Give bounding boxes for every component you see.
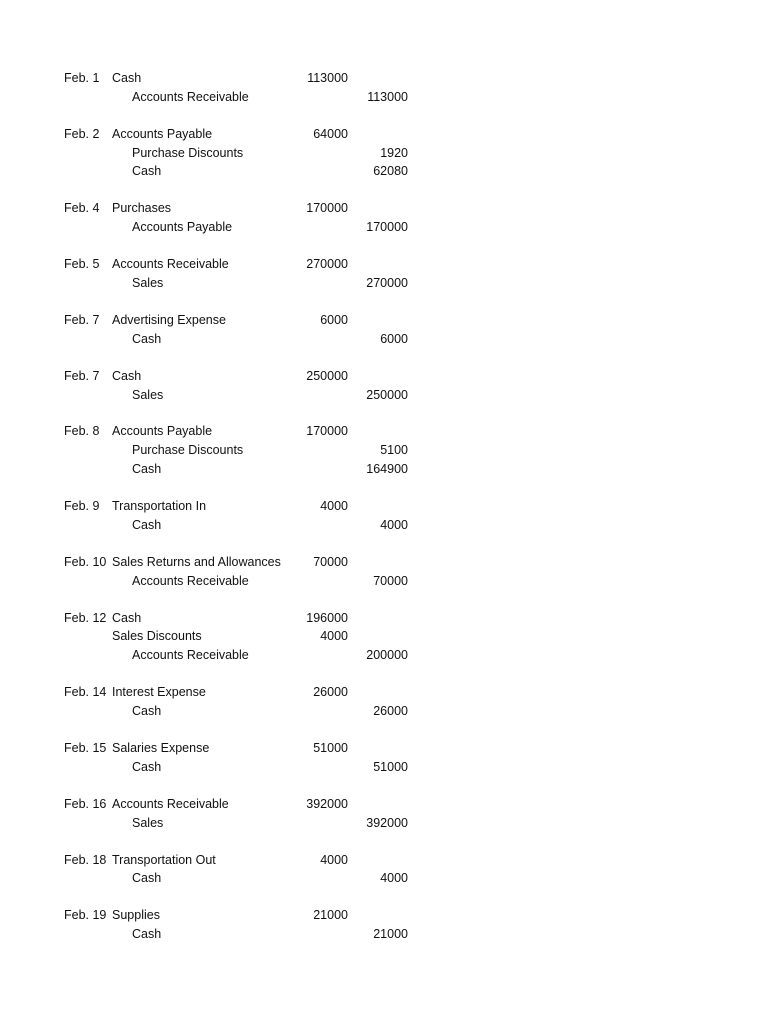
- debit-amount: 170000: [306, 201, 348, 216]
- credit-line: [0, 330, 768, 349]
- entry-date: Feb. 7: [64, 312, 100, 327]
- entry-date: Feb. 19: [64, 908, 107, 923]
- credit-line: [0, 88, 768, 107]
- debit-account: Interest Expense: [112, 685, 206, 700]
- entry-date: Feb. 9: [64, 499, 100, 514]
- entry-date: Feb. 15: [64, 740, 107, 755]
- credit-line: [0, 925, 768, 944]
- debit-account: Cash: [112, 71, 142, 85]
- credit-account: Accounts Receivable: [132, 648, 249, 663]
- debit-line: [0, 199, 768, 218]
- debit-amount: 6000: [320, 312, 348, 327]
- debit-account: Sales Returns and Allowances: [112, 554, 281, 569]
- debit-line: [0, 367, 768, 386]
- entry-date: Feb. 4: [64, 201, 100, 216]
- journal-entry: [0, 125, 768, 181]
- credit-line: [0, 646, 768, 665]
- credit-line: [0, 144, 768, 163]
- debit-amount: 21000: [313, 908, 348, 923]
- credit-amount: 70000: [373, 573, 408, 588]
- debit-line: [0, 69, 768, 88]
- debit-amount: 250000: [306, 368, 348, 383]
- credit-line: [0, 460, 768, 479]
- entry-date: Feb. 8: [64, 424, 100, 439]
- debit-line: [0, 683, 768, 702]
- debit-line: [0, 609, 768, 628]
- credit-line: [0, 758, 768, 777]
- credit-account: Purchase Discounts: [132, 443, 244, 458]
- credit-amount: 392000: [366, 815, 408, 830]
- debit-account: Transportation Out: [112, 852, 216, 867]
- credit-account: Sales: [132, 815, 164, 830]
- entry-date: Feb. 7: [64, 368, 100, 383]
- debit-line: [0, 125, 768, 144]
- credit-amount: 5100: [380, 443, 408, 458]
- debit-line: [0, 311, 768, 330]
- debit-account: Supplies: [112, 908, 160, 923]
- credit-account: Purchase Discounts: [132, 145, 244, 160]
- credit-amount: 26000: [373, 704, 408, 718]
- credit-amount: 4000: [380, 871, 408, 886]
- credit-amount: 51000: [373, 759, 408, 774]
- credit-amount: 164900: [366, 462, 408, 477]
- credit-account: Cash: [132, 927, 162, 942]
- journal-entry: [0, 906, 768, 944]
- credit-amount: 1920: [380, 145, 408, 160]
- entry-date: Feb. 5: [64, 257, 100, 272]
- credit-amount: 6000: [380, 331, 408, 346]
- debit-account: Accounts Payable: [112, 424, 213, 439]
- debit-amount: 196000: [306, 610, 348, 625]
- journal-entry: [0, 255, 768, 293]
- credit-line: [0, 386, 768, 405]
- debit-amount: 4000: [320, 629, 348, 644]
- debit-line: [0, 255, 768, 274]
- journal-entry: [0, 367, 768, 405]
- credit-amount: 4000: [380, 517, 408, 532]
- debit-line: [0, 497, 768, 516]
- debit-account: Accounts Payable: [112, 126, 213, 141]
- journal-entry: [0, 422, 768, 478]
- debit-account: Purchases: [112, 201, 172, 216]
- journal-entry: [0, 851, 768, 889]
- debit-amount: 270000: [306, 257, 348, 272]
- credit-amount: 270000: [366, 275, 408, 290]
- credit-account: Accounts Receivable: [132, 573, 249, 588]
- debit-line: [0, 739, 768, 758]
- entry-date: Feb. 14: [64, 685, 107, 700]
- entry-date: Feb. 16: [64, 796, 107, 811]
- debit-line: [0, 851, 768, 870]
- credit-account: Accounts Payable: [132, 220, 233, 235]
- credit-line: [0, 274, 768, 293]
- credit-line: [0, 814, 768, 833]
- credit-account: Accounts Receivable: [132, 89, 249, 104]
- journal-entry: [0, 69, 768, 107]
- entry-date: Feb. 1: [64, 71, 100, 85]
- credit-account: Cash: [132, 517, 162, 532]
- debit-account: Salaries Expense: [112, 740, 210, 755]
- debit-line: [0, 553, 768, 572]
- journal-entry: [0, 739, 768, 777]
- debit-amount: 113000: [307, 71, 348, 85]
- credit-account: Cash: [132, 759, 162, 774]
- entry-date: Feb. 12: [64, 610, 107, 625]
- debit-amount: 26000: [313, 685, 348, 700]
- debit-amount: 392000: [306, 796, 348, 811]
- debit-account: Cash: [112, 368, 142, 383]
- debit-account: Sales Discounts: [112, 629, 202, 644]
- debit-line: [0, 795, 768, 814]
- debit-account: Cash: [112, 610, 142, 625]
- credit-amount: 113000: [367, 89, 408, 104]
- credit-line: [0, 218, 768, 237]
- debit-line: [0, 627, 768, 646]
- journal-entry: [0, 683, 768, 721]
- debit-account: Accounts Receivable: [112, 796, 229, 811]
- credit-line: [0, 702, 768, 721]
- entry-date: Feb. 10: [64, 554, 107, 569]
- credit-account: Cash: [132, 704, 162, 718]
- credit-account: Cash: [132, 331, 162, 346]
- entry-date: Feb. 18: [64, 852, 107, 867]
- entry-date: Feb. 2: [64, 126, 100, 141]
- credit-line: [0, 441, 768, 460]
- debit-amount: 51000: [313, 740, 348, 755]
- journal-entry: [0, 199, 768, 237]
- debit-amount: 4000: [320, 499, 348, 514]
- credit-account: Cash: [132, 462, 162, 477]
- debit-line: [0, 906, 768, 925]
- debit-amount: 4000: [320, 852, 348, 867]
- debit-account: Advertising Expense: [112, 312, 226, 327]
- credit-amount: 21000: [373, 927, 408, 942]
- credit-amount: 170000: [366, 220, 408, 235]
- journal-entry: [0, 609, 768, 665]
- journal-entry: [0, 311, 768, 349]
- credit-amount: 62080: [373, 164, 408, 179]
- credit-account: Cash: [132, 871, 162, 886]
- journal-entries: [0, 69, 768, 962]
- credit-account: Sales: [132, 275, 164, 290]
- debit-line: [0, 422, 768, 441]
- credit-line: [0, 869, 768, 888]
- journal-entry: [0, 497, 768, 535]
- credit-line: [0, 162, 768, 181]
- credit-line: [0, 572, 768, 591]
- debit-amount: 170000: [306, 424, 348, 439]
- debit-account: Accounts Receivable: [112, 257, 229, 272]
- debit-amount: 64000: [313, 126, 348, 141]
- journal-entry: [0, 553, 768, 591]
- debit-account: Transportation In: [112, 499, 207, 514]
- credit-amount: 200000: [366, 648, 408, 663]
- credit-amount: 250000: [366, 387, 408, 402]
- credit-account: Cash: [132, 164, 162, 179]
- credit-account: Sales: [132, 387, 164, 402]
- journal-entry: [0, 795, 768, 833]
- credit-line: [0, 516, 768, 535]
- debit-amount: 70000: [313, 554, 348, 569]
